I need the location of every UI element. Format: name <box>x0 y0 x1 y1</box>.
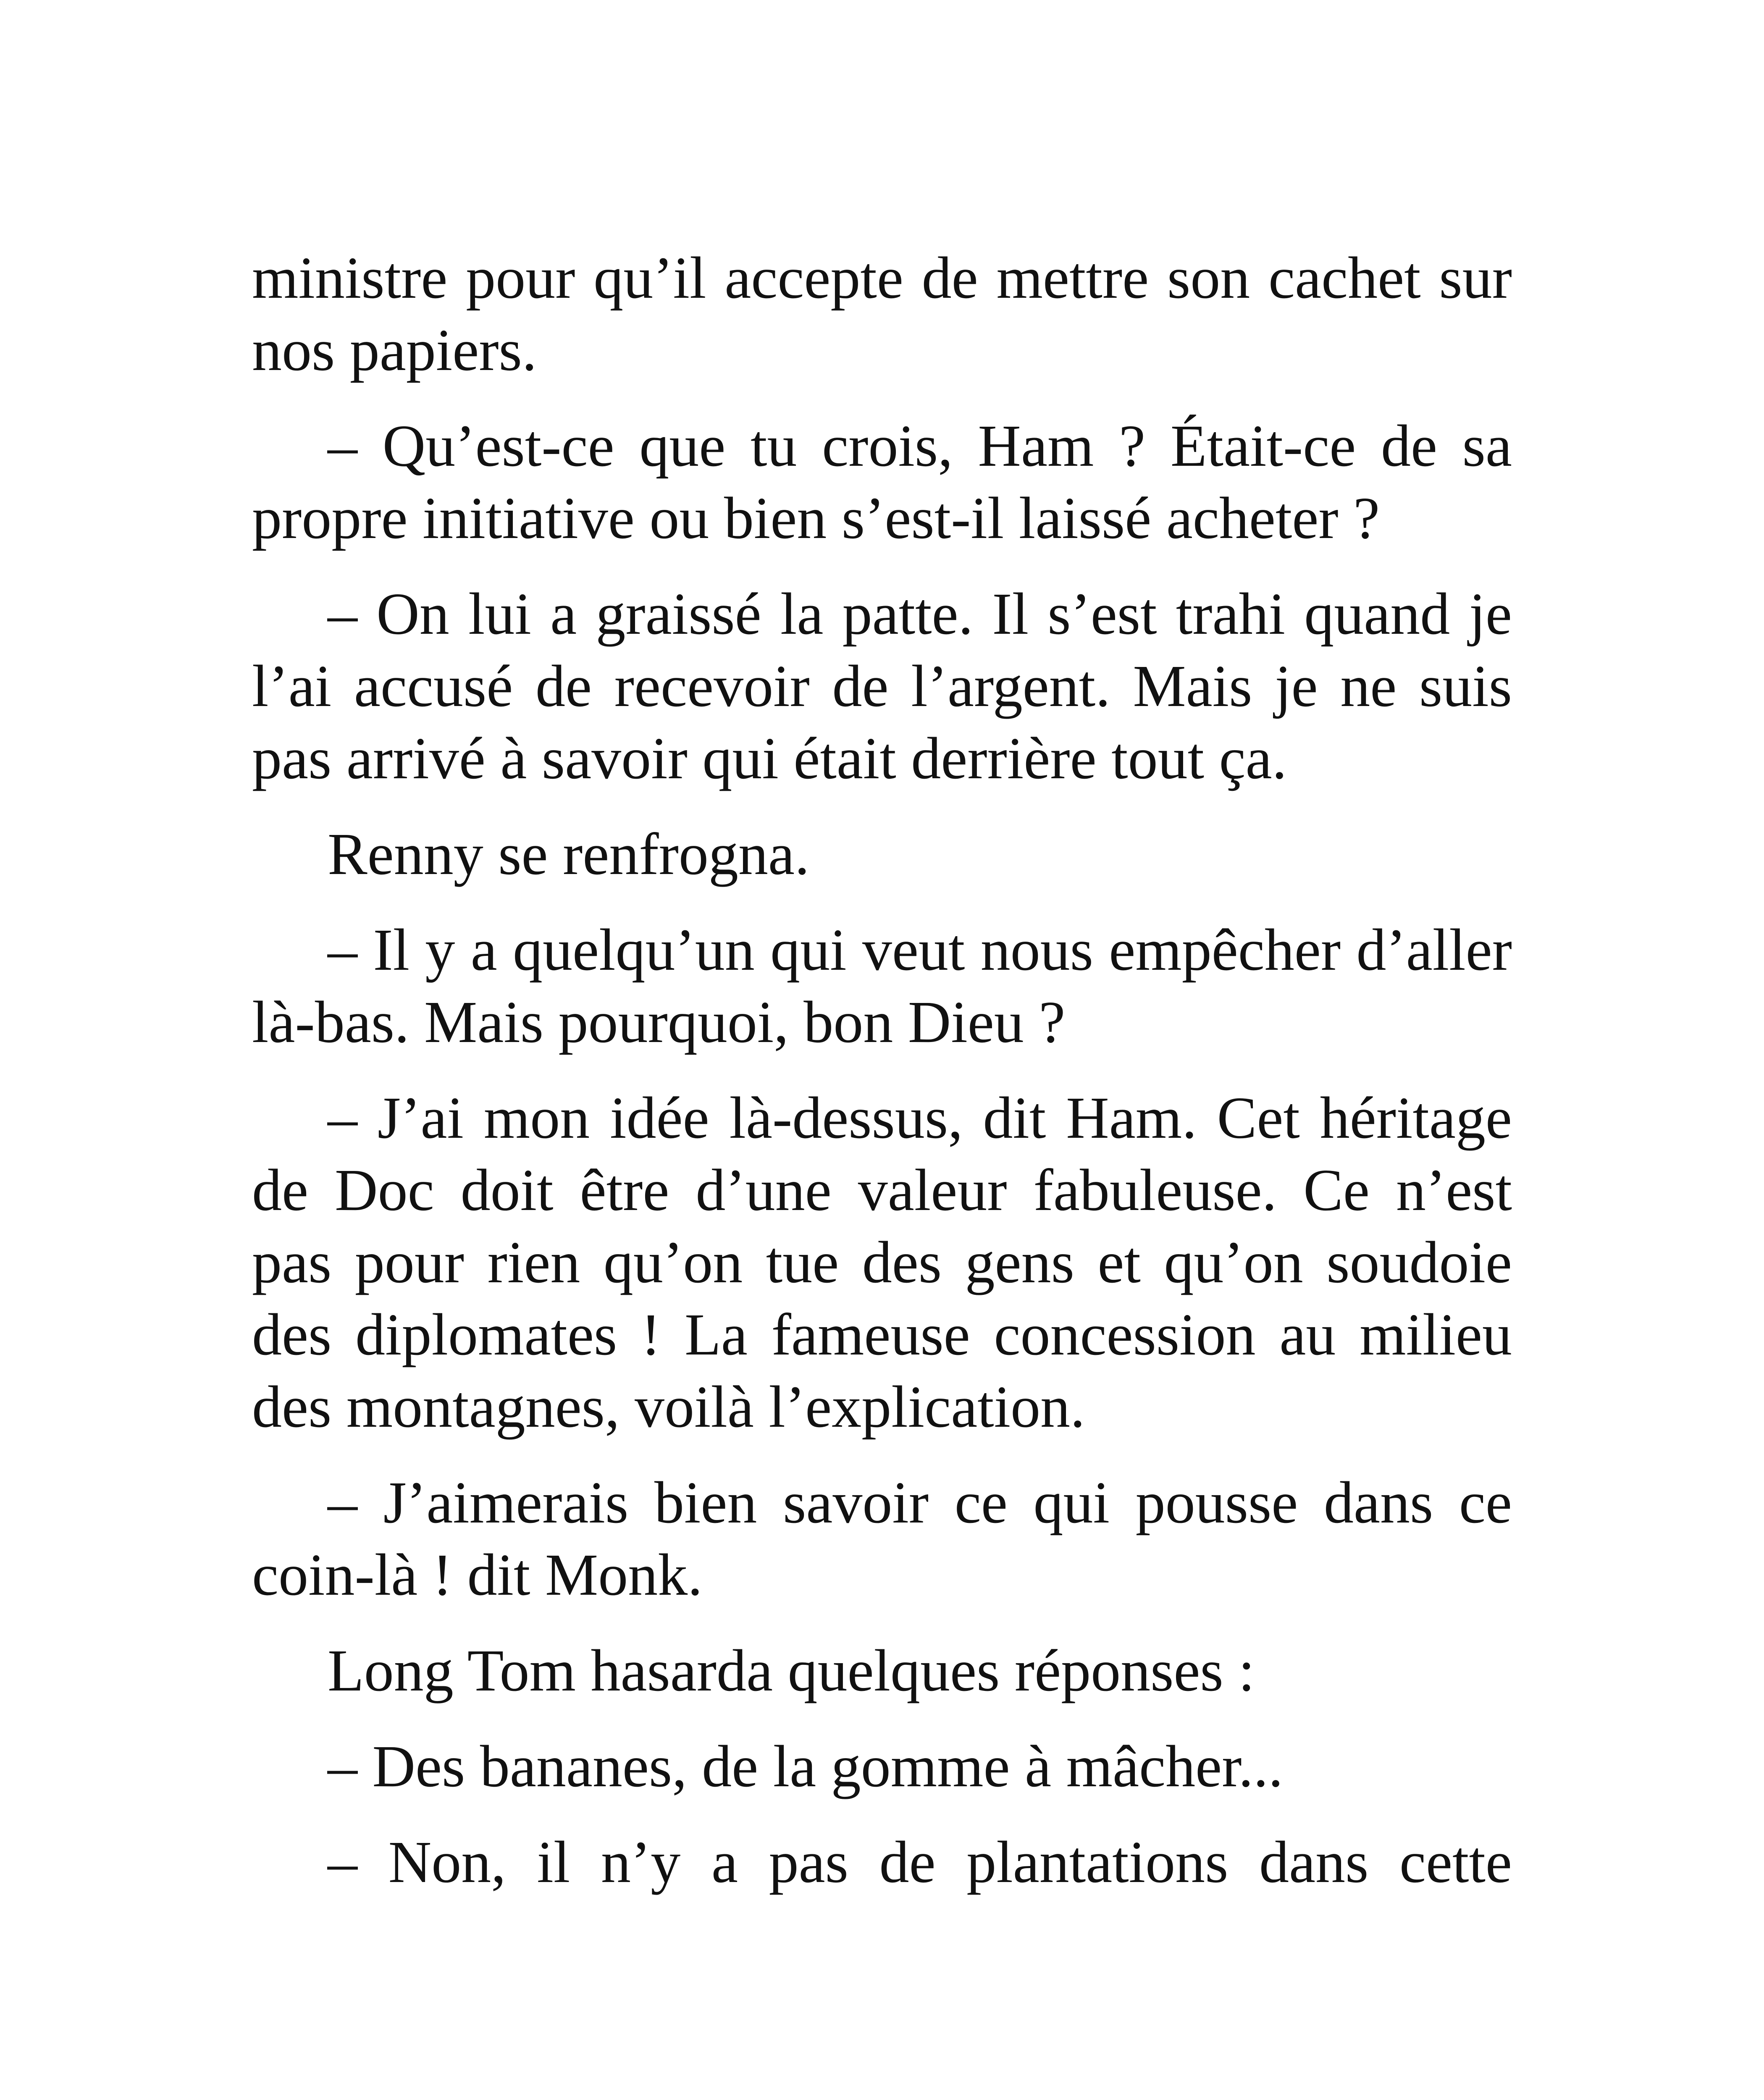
paragraph-4: Renny se renfrogna. <box>328 821 810 887</box>
paragraph-5: – Il y a quelqu’un qui veut nous empêcher d’aller là-bas. Mais pourquoi, bon Dieu ? <box>252 916 1512 1055</box>
paragraph-8: Long Tom hasarda quelques réponses : <box>328 1637 1255 1704</box>
paragraph-2: – Qu’est-ce que tu crois, Ham ? Était-ce de sa propre initiative ou bien s’est-il laissé acheter ? <box>252 412 1512 551</box>
paragraph-1: ministre pour qu’il accepte de mettre son cachet sur nos papiers. <box>252 244 1512 383</box>
paragraph-9: – Des bananes, de la gomme à mâcher... <box>328 1733 1284 1799</box>
paragraph-10: – Non, il n’y a pas de plantations dans cette <box>328 1829 1512 1895</box>
paragraph-3: – On lui a graissé la patte. Il s’est trahi quand je l’ai accusé de recevoir de l’argent. Mais je ne suis pas arrivé à savoir qui était derrière tout ça. <box>252 580 1512 791</box>
paragraph-7: – J’aimerais bien savoir ce qui pousse dans ce coin-là ! dit Monk. <box>252 1469 1512 1608</box>
paragraph-6: – J’ai mon idée là-dessus, dit Ham. Cet héritage de Doc doit être d’une valeur fabuleuse. Ce n’est pas pour rien qu’on tue des gens et qu’on soudoie des diplomates ! La fameuse concession au milieu des montagnes, voilà l’explication. <box>252 1084 1512 1440</box>
page-body-text <box>252 242 1512 1922</box>
